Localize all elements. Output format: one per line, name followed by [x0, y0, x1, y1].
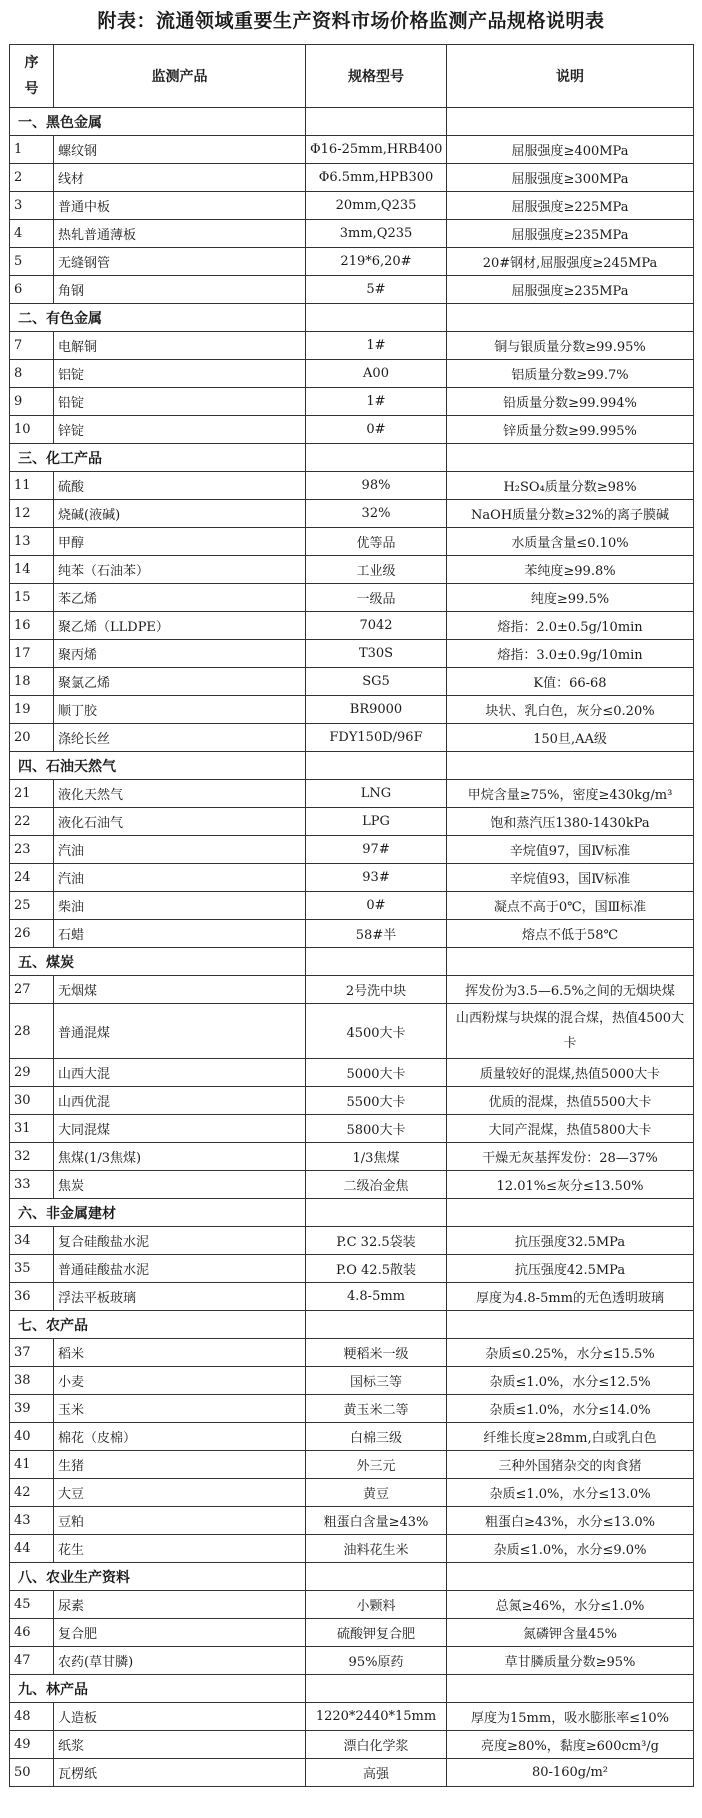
- table-row: [10, 332, 694, 360]
- description: 抗压强度42.5MPa: [447, 1255, 694, 1283]
- product-name: 甲醇: [54, 528, 306, 556]
- category-row: [10, 1199, 694, 1227]
- spec-model: A00: [306, 360, 447, 388]
- product-name: 稻米: [54, 1339, 306, 1367]
- product-name: 大豆: [54, 1479, 306, 1507]
- table-row: [10, 1255, 694, 1283]
- spec-model: 黄豆: [306, 1479, 447, 1507]
- description: 抗压强度32.5MPa: [447, 1227, 694, 1255]
- row-number: 10: [10, 416, 54, 444]
- spec-model: Φ6.5mm,HPB300: [306, 164, 447, 192]
- row-number: 5: [10, 248, 54, 276]
- row-number: 23: [10, 836, 54, 864]
- product-name: 锌锭: [54, 416, 306, 444]
- spec-model: 4500大卡: [306, 1004, 447, 1059]
- table-row: [10, 1395, 694, 1423]
- category-label: 七、农产品: [10, 1311, 306, 1339]
- spec-model: 油料花生米: [306, 1535, 447, 1563]
- spec-model: T30S: [306, 640, 447, 668]
- spec-model: 97#: [306, 836, 447, 864]
- product-name: 大同混煤: [54, 1115, 306, 1143]
- category-desc-cell: [447, 304, 694, 332]
- product-name: 浮法平板玻璃: [54, 1283, 306, 1311]
- product-name: 柴油: [54, 892, 306, 920]
- category-spec-cell: [306, 1675, 447, 1703]
- category-label: 三、化工产品: [10, 444, 306, 472]
- product-name: 无烟煤: [54, 976, 306, 1004]
- table-row: [10, 1731, 694, 1759]
- description: 三种外国猪杂交的肉食猪: [447, 1451, 694, 1479]
- description: 大同产混煤，热值5800大卡: [447, 1115, 694, 1143]
- row-number: 35: [10, 1255, 54, 1283]
- product-name: 豆粕: [54, 1507, 306, 1535]
- product-name: 螺纹钢: [54, 136, 306, 164]
- product-name: 液化天然气: [54, 780, 306, 808]
- description: 屈服强度≥235MPa: [447, 276, 694, 304]
- row-number: 24: [10, 864, 54, 892]
- product-name: 普通硅酸盐水泥: [54, 1255, 306, 1283]
- description: 辛烷值97，国Ⅳ标准: [447, 836, 694, 864]
- table-row: [10, 1535, 694, 1563]
- product-name: 烧碱(液碱): [54, 500, 306, 528]
- row-number: 32: [10, 1143, 54, 1171]
- spec-model: 0#: [306, 892, 447, 920]
- table-row: [10, 808, 694, 836]
- product-name: 农药(草甘膦): [54, 1647, 306, 1675]
- category-label: 六、非金属建材: [10, 1199, 306, 1227]
- spec-model: 32%: [306, 500, 447, 528]
- product-name: 聚氯乙烯: [54, 668, 306, 696]
- product-name: 铝锭: [54, 360, 306, 388]
- category-row: [10, 1311, 694, 1339]
- table-row: [10, 1619, 694, 1647]
- description: 20#钢材,屈服强度≥245MPa: [447, 248, 694, 276]
- spec-model: 国标三等: [306, 1367, 447, 1395]
- row-number: 16: [10, 612, 54, 640]
- category-desc-cell: [447, 1311, 694, 1339]
- spec-model: 98%: [306, 472, 447, 500]
- category-label: 四、石油天然气: [10, 752, 306, 780]
- description: 铜与银质量分数≥99.95%: [447, 332, 694, 360]
- product-name: 棉花（皮棉）: [54, 1423, 306, 1451]
- description: 150旦,AA级: [447, 724, 694, 752]
- spec-model: 7042: [306, 612, 447, 640]
- table-row: [10, 640, 694, 668]
- table-row: [10, 836, 694, 864]
- product-name: 纸浆: [54, 1731, 306, 1759]
- row-number: 46: [10, 1619, 54, 1647]
- row-number: 49: [10, 1731, 54, 1759]
- table-row: [10, 1703, 694, 1731]
- category-spec-cell: [306, 752, 447, 780]
- row-number: 15: [10, 584, 54, 612]
- row-number: 42: [10, 1479, 54, 1507]
- product-name: 普通中板: [54, 192, 306, 220]
- spec-model: 小颗料: [306, 1591, 447, 1619]
- product-name: 山西大混: [54, 1059, 306, 1087]
- category-spec-cell: [306, 444, 447, 472]
- header-number-line2: 号: [24, 81, 39, 97]
- description: 山西粉煤与块煤的混合煤，热值4500大卡: [447, 1004, 694, 1059]
- product-name: 花生: [54, 1535, 306, 1563]
- category-desc-cell: [447, 752, 694, 780]
- table-row: [10, 976, 694, 1004]
- row-number: 45: [10, 1591, 54, 1619]
- product-name: 山西优混: [54, 1087, 306, 1115]
- description: 杂质≤1.0%，水分≤13.0%: [447, 1479, 694, 1507]
- category-spec-cell: [306, 1199, 447, 1227]
- row-number: 11: [10, 472, 54, 500]
- product-name: 复合肥: [54, 1619, 306, 1647]
- spec-model: 2号洗中块: [306, 976, 447, 1004]
- category-row: [10, 1563, 694, 1591]
- description: 挥发份为3.5—6.5%之间的无烟块煤: [447, 976, 694, 1004]
- spec-model: 5500大卡: [306, 1087, 447, 1115]
- description: 质量较好的混煤,热值5000大卡: [447, 1059, 694, 1087]
- category-label: 八、农业生产资料: [10, 1563, 306, 1591]
- row-number: 44: [10, 1535, 54, 1563]
- description: 厚度为4.8-5mm的无色透明玻璃: [447, 1283, 694, 1311]
- row-number: 13: [10, 528, 54, 556]
- row-number: 22: [10, 808, 54, 836]
- spec-model: FDY150D/96F: [306, 724, 447, 752]
- table-row: [10, 1423, 694, 1451]
- product-name: 小麦: [54, 1367, 306, 1395]
- table-row: [10, 668, 694, 696]
- description: 12.01%≤灰分≤13.50%: [447, 1171, 694, 1199]
- table-row: [10, 724, 694, 752]
- table-row: [10, 136, 694, 164]
- spec-model: 白棉三级: [306, 1423, 447, 1451]
- description: 屈服强度≥400MPa: [447, 136, 694, 164]
- product-name: 线材: [54, 164, 306, 192]
- table-row: [10, 360, 694, 388]
- description: 水质量含量≤0.10%: [447, 528, 694, 556]
- spec-model: 外三元: [306, 1451, 447, 1479]
- table-row: [10, 1283, 694, 1311]
- header-number: [10, 45, 54, 108]
- header-number-line1: 序: [24, 55, 39, 71]
- table-row: [10, 388, 694, 416]
- description: 杂质≤1.0%，水分≤14.0%: [447, 1395, 694, 1423]
- table-row: [10, 1004, 694, 1059]
- product-name: 纯苯（石油苯）: [54, 556, 306, 584]
- table-row: [10, 1647, 694, 1675]
- spec-model: 0#: [306, 416, 447, 444]
- row-number: 2: [10, 164, 54, 192]
- table-row: [10, 780, 694, 808]
- header-product: 监测产品: [54, 45, 306, 108]
- product-name: 液化石油气: [54, 808, 306, 836]
- description: 亮度≥80%，黏度≥600cm³/g: [447, 1731, 694, 1759]
- product-name: 顺丁胶: [54, 696, 306, 724]
- product-name: 热轧普通薄板: [54, 220, 306, 248]
- description: 总氮≥46%，水分≤1.0%: [447, 1591, 694, 1619]
- category-row: [10, 1675, 694, 1703]
- description: 优质的混煤，热值5500大卡: [447, 1087, 694, 1115]
- table-row: [10, 1171, 694, 1199]
- table-row: [10, 500, 694, 528]
- description: 纯度≥99.5%: [447, 584, 694, 612]
- description: H₂SO₄质量分数≥98%: [447, 472, 694, 500]
- spec-model: 硫酸钾复合肥: [306, 1619, 447, 1647]
- category-row: [10, 752, 694, 780]
- description: 屈服强度≥225MPa: [447, 192, 694, 220]
- product-name: 硫酸: [54, 472, 306, 500]
- description: 干燥无灰基挥发份：28—37%: [447, 1143, 694, 1171]
- category-label: 五、煤炭: [10, 948, 306, 976]
- row-number: 34: [10, 1227, 54, 1255]
- description: 铝质量分数≥99.7%: [447, 360, 694, 388]
- spec-model: 1220*2440*15mm: [306, 1703, 447, 1731]
- description: 氮磷钾含量45%: [447, 1619, 694, 1647]
- description: 饱和蒸汽压1380-1430kPa: [447, 808, 694, 836]
- row-number: 38: [10, 1367, 54, 1395]
- description: 屈服强度≥300MPa: [447, 164, 694, 192]
- spec-model: 5#: [306, 276, 447, 304]
- product-name: 无缝钢管: [54, 248, 306, 276]
- product-name: 人造板: [54, 1703, 306, 1731]
- row-number: 40: [10, 1423, 54, 1451]
- category-desc-cell: [447, 1199, 694, 1227]
- table-row: [10, 220, 694, 248]
- category-row: [10, 444, 694, 472]
- table-row: [10, 612, 694, 640]
- category-desc-cell: [447, 108, 694, 136]
- table-row: [10, 696, 694, 724]
- spec-model: 58#半: [306, 920, 447, 948]
- spec-model: LNG: [306, 780, 447, 808]
- row-number: 12: [10, 500, 54, 528]
- description: 纤维长度≥28mm,白或乳白色: [447, 1423, 694, 1451]
- category-row: [10, 948, 694, 976]
- product-name: 汽油: [54, 864, 306, 892]
- row-number: 14: [10, 556, 54, 584]
- category-desc-cell: [447, 948, 694, 976]
- table-row: [10, 192, 694, 220]
- row-number: 37: [10, 1339, 54, 1367]
- spec-model: 工业级: [306, 556, 447, 584]
- spec-model: 黄玉米二等: [306, 1395, 447, 1423]
- row-number: 36: [10, 1283, 54, 1311]
- spec-model: SG5: [306, 668, 447, 696]
- product-name: 涤纶长丝: [54, 724, 306, 752]
- spec-model: P.O 42.5散装: [306, 1255, 447, 1283]
- table-row: [10, 892, 694, 920]
- row-number: 6: [10, 276, 54, 304]
- table-row: [10, 416, 694, 444]
- row-number: 39: [10, 1395, 54, 1423]
- table-row: [10, 1367, 694, 1395]
- row-number: 17: [10, 640, 54, 668]
- spec-model: 高强: [306, 1759, 447, 1787]
- product-name: 焦煤(1/3焦煤): [54, 1143, 306, 1171]
- spec-model: 1/3焦煤: [306, 1143, 447, 1171]
- description: 粗蛋白≥43%，水分≤13.0%: [447, 1507, 694, 1535]
- description: 凝点不高于0℃，国Ⅲ标准: [447, 892, 694, 920]
- spec-model: 219*6,20#: [306, 248, 447, 276]
- description: NaOH质量分数≥32%的离子膜碱: [447, 500, 694, 528]
- table-row: [10, 1143, 694, 1171]
- row-number: 48: [10, 1703, 54, 1731]
- category-label: 九、林产品: [10, 1675, 306, 1703]
- category-desc-cell: [447, 444, 694, 472]
- spec-table: [9, 44, 694, 1787]
- description: 辛烷值93，国Ⅳ标准: [447, 864, 694, 892]
- product-name: 焦炭: [54, 1171, 306, 1199]
- spec-model: 一级品: [306, 584, 447, 612]
- row-number: 1: [10, 136, 54, 164]
- product-name: 玉米: [54, 1395, 306, 1423]
- description: 80-160g/m²: [447, 1759, 694, 1787]
- row-number: 43: [10, 1507, 54, 1535]
- product-name: 铅锭: [54, 388, 306, 416]
- spec-model: 5000大卡: [306, 1059, 447, 1087]
- category-desc-cell: [447, 1563, 694, 1591]
- spec-model: 3mm,Q235: [306, 220, 447, 248]
- spec-model: 粳稻米一级: [306, 1339, 447, 1367]
- product-name: 石蜡: [54, 920, 306, 948]
- category-label: 二、有色金属: [10, 304, 306, 332]
- table-row: [10, 528, 694, 556]
- spec-model: 93#: [306, 864, 447, 892]
- row-number: 28: [10, 1004, 54, 1059]
- description: 熔指：2.0±0.5g/10min: [447, 612, 694, 640]
- spec-model: 漂白化学浆: [306, 1731, 447, 1759]
- row-number: 4: [10, 220, 54, 248]
- table-row: [10, 1087, 694, 1115]
- spec-model: LPG: [306, 808, 447, 836]
- description: 屈服强度≥235MPa: [447, 220, 694, 248]
- description: 厚度为15mm，吸水膨胀率≤10%: [447, 1703, 694, 1731]
- description: 块状、乳白色，灰分≤0.20%: [447, 696, 694, 724]
- product-name: 复合硅酸盐水泥: [54, 1227, 306, 1255]
- spec-model: 粗蛋白含量≥43%: [306, 1507, 447, 1535]
- description: K值：66-68: [447, 668, 694, 696]
- description: 杂质≤1.0%，水分≤12.5%: [447, 1367, 694, 1395]
- row-number: 26: [10, 920, 54, 948]
- product-name: 角钢: [54, 276, 306, 304]
- category-spec-cell: [306, 948, 447, 976]
- row-number: 25: [10, 892, 54, 920]
- table-row: [10, 1759, 694, 1787]
- table-row: [10, 276, 694, 304]
- spec-model: 95%原药: [306, 1647, 447, 1675]
- table-row: [10, 1115, 694, 1143]
- spec-model: P.C 32.5袋装: [306, 1227, 447, 1255]
- row-number: 27: [10, 976, 54, 1004]
- table-row: [10, 584, 694, 612]
- spec-model: BR9000: [306, 696, 447, 724]
- description: 草甘膦质量分数≥95%: [447, 1647, 694, 1675]
- category-spec-cell: [306, 1311, 447, 1339]
- table-row: [10, 1451, 694, 1479]
- row-number: 8: [10, 360, 54, 388]
- row-number: 9: [10, 388, 54, 416]
- spec-model: 5800大卡: [306, 1115, 447, 1143]
- category-label: 一、黑色金属: [10, 108, 306, 136]
- product-name: 聚乙烯（LLDPE）: [54, 612, 306, 640]
- table-row: [10, 1591, 694, 1619]
- description: 锌质量分数≥99.995%: [447, 416, 694, 444]
- row-number: 30: [10, 1087, 54, 1115]
- row-number: 18: [10, 668, 54, 696]
- product-name: 汽油: [54, 836, 306, 864]
- table-row: [10, 164, 694, 192]
- table-header-row: [10, 45, 694, 108]
- table-row: [10, 472, 694, 500]
- spec-model: 1#: [306, 388, 447, 416]
- description: 熔指：3.0±0.9g/10min: [447, 640, 694, 668]
- product-name: 苯乙烯: [54, 584, 306, 612]
- product-name: 尿素: [54, 1591, 306, 1619]
- table-row: [10, 1479, 694, 1507]
- category-spec-cell: [306, 1563, 447, 1591]
- spec-model: 4.8-5mm: [306, 1283, 447, 1311]
- row-number: 20: [10, 724, 54, 752]
- product-name: 瓦楞纸: [54, 1759, 306, 1787]
- spec-model: 1#: [306, 332, 447, 360]
- product-name: 生猪: [54, 1451, 306, 1479]
- description: 杂质≤1.0%，水分≤9.0%: [447, 1535, 694, 1563]
- row-number: 3: [10, 192, 54, 220]
- category-desc-cell: [447, 1675, 694, 1703]
- table-row: [10, 1059, 694, 1087]
- table-row: [10, 1227, 694, 1255]
- spec-model: 优等品: [306, 528, 447, 556]
- description: 苯纯度≥99.8%: [447, 556, 694, 584]
- row-number: 19: [10, 696, 54, 724]
- table-row: [10, 1339, 694, 1367]
- table-row: [10, 920, 694, 948]
- category-spec-cell: [306, 108, 447, 136]
- row-number: 7: [10, 332, 54, 360]
- table-row: [10, 1507, 694, 1535]
- header-spec: 规格型号: [306, 45, 447, 108]
- category-row: [10, 304, 694, 332]
- description: 熔点不低于58℃: [447, 920, 694, 948]
- description: 铅质量分数≥99.994%: [447, 388, 694, 416]
- description: 甲烷含量≥75%，密度≥430kg/m³: [447, 780, 694, 808]
- table-row: [10, 556, 694, 584]
- table-row: [10, 864, 694, 892]
- row-number: 50: [10, 1759, 54, 1787]
- product-name: 电解铜: [54, 332, 306, 360]
- product-name: 聚丙烯: [54, 640, 306, 668]
- spec-model: 二级冶金焦: [306, 1171, 447, 1199]
- header-description: 说明: [447, 45, 694, 108]
- document-title: 附表：流通领域重要生产资料市场价格监测产品规格说明表: [97, 10, 605, 32]
- row-number: 47: [10, 1647, 54, 1675]
- category-row: [10, 108, 694, 136]
- row-number: 31: [10, 1115, 54, 1143]
- product-name: 普通混煤: [54, 1004, 306, 1059]
- row-number: 41: [10, 1451, 54, 1479]
- row-number: 29: [10, 1059, 54, 1087]
- row-number: 21: [10, 780, 54, 808]
- description: 杂质≤0.25%，水分≤15.5%: [447, 1339, 694, 1367]
- table-body: [10, 108, 694, 1787]
- spec-model: 20mm,Q235: [306, 192, 447, 220]
- spec-model: Φ16-25mm,HRB400: [306, 136, 447, 164]
- table-row: [10, 248, 694, 276]
- category-spec-cell: [306, 304, 447, 332]
- row-number: 33: [10, 1171, 54, 1199]
